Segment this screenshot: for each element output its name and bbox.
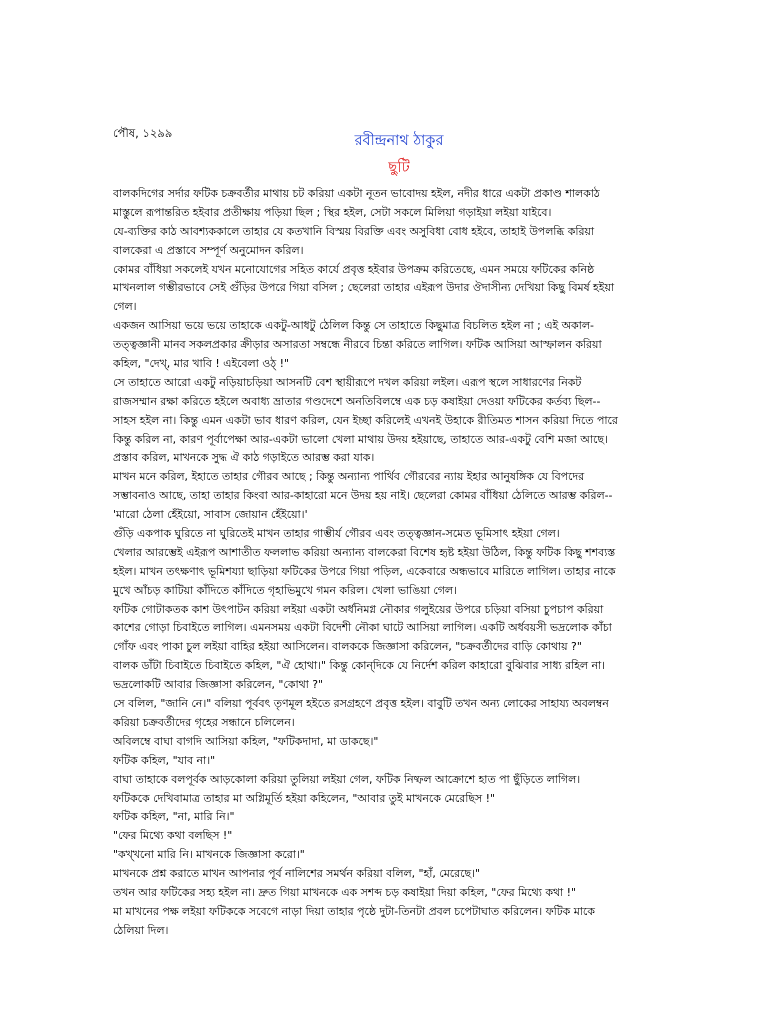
text-line: একজন আসিয়া ভয়ে ভয়ে তাহাকে একটু-আধটু ঠেলিল কিন্তু সে তাহাতে কিছুমাত্র বিচলিত হইল না ; এই অকাল- <box>113 319 594 333</box>
story-title: ছুটি <box>388 158 410 176</box>
story-body <box>113 185 661 941</box>
date-line: পৌষ, ১২৯৯ <box>113 126 173 140</box>
text-line: "ফের মিথ্যে কথা বলছিস !" <box>113 829 233 843</box>
author-name: রবীন্দ্রনাথ ঠাকুর <box>354 133 444 149</box>
text-line: "কখ্‌খনো মারি নি। মাখনকে জিজ্ঞাসা করো।" <box>113 848 305 862</box>
text-line: কহিল, "দেখ্‌, মার খাবি ! এইবেলা ওঠ্‌ !" <box>113 357 289 371</box>
text-line: কাশের গোড়া চিবাইতে লাগিল। এমনসময় একটা বিদেশী নৌকা ঘাটে আসিয়া লাগিল। একটি অর্ধবয়সী ভদ্রলোক কাঁচা <box>113 621 612 635</box>
text-line: ভদ্রলোকটি আবার জিজ্ঞাসা করিলেন, "কোথা ?" <box>113 678 324 692</box>
text-line: মাখনলাল গম্ভীরভাবে সেই গুঁড়ির উপরে গিয়া বসিল ; ছেলেরা তাহার এইরূপ উদার ঔদাসীন্য দেখিয়া কিছু বিমর্ষ হইয়া <box>113 281 615 295</box>
text-line: মা মাখনের পক্ষ লইয়া ফটিককে সবেগে নাড়া দিয়া তাহার পৃষ্ঠে দুটা-তিনটা প্রবল চপেটাঘাত করিলেন। ফটিক মাকে <box>113 904 595 918</box>
text-line: রাজসম্মান রক্ষা করিতে হইলে অবাধ্য ভ্রাতার গণ্ডদেশে অনতিবিলম্বে এক চড় কষাইয়া দেওয়া ফটিকের কর্তব্য ছিল-- <box>113 394 601 408</box>
text-line: খেলার আরম্ভেই এইরূপ আশাতীত ফললাভ করিয়া অন্যান্য বালকেরা বিশেষ হৃষ্ট হইয়া উঠিল, কিন্তু ফটিক কিছু শশব্যস্ত <box>113 545 616 559</box>
text-line: কোমর বাঁধিয়া সকলেই যখন মনোযোগের সহিত কার্যে প্রবৃত্ত হইবার উপক্রম করিতেছে, এমন সময়ে ফটিকের কনিষ্ঠ <box>113 262 595 276</box>
text-line: বালক ডাঁটা চিবাইতে চিবাইতে কহিল, "ঐ হোথা।" কিন্তু কোন্‌দিকে যে নির্দেশ করিল কাহারো বুঝিবার সাধ্য রহিল না। <box>113 659 606 673</box>
text-line: প্রস্তাব করিল, মাখনকে সুদ্ধ ঐ কাঠ গড়াইতে আরম্ভ করা যাক। <box>113 451 375 465</box>
text-line: হইল। মাখন তৎক্ষণাৎ ভূমিশয্যা ছাড়িয়া ফটিকের উপরে গিয়া পড়িল, একেবারে অন্ধভাবে মারিতে লাগিল। তাহার নাকে <box>113 564 616 578</box>
text-line: ফটিক গোটাকতক কাশ উৎপাটন করিয়া লইয়া একটা অর্ধনিমগ্ন নৌকার গলুইয়ের উপরে চড়িয়া বসিয়া চুপচাপ করিয়া <box>113 602 604 616</box>
text-line: তখন আর ফটিকের সহ্য হইল না। দ্রুত গিয়া মাখনকে এক সশব্দ চড় কষাইয়া দিয়া কহিল, "ফের মিথ্যে কথা !" <box>113 885 577 899</box>
text-line: সে বলিল, "জানি নে।" বলিয়া পূর্ববৎ তৃণমূল হইতে রসগ্রহণে প্রবৃত্ত হইল। বাবুটি তখন অন্য লোকের সাহায্য অবলম্বন <box>113 697 609 711</box>
text-line: বাঘা তাহাকে বলপূর্বক আড়কোলা করিয়া তুলিয়া লইয়া গেল, ফটিক নিষ্ফল আক্রোশে হাত পা ছুঁড়িতে লাগিল। <box>113 772 581 786</box>
text-line: গুঁড়ি একপাক ঘুরিতে না ঘুরিতেই মাখন তাহার গাম্ভীর্য গৌরব এবং তত্ত্বজ্ঞান-সমেত ভূমিসাৎ হইয়া গেল। <box>113 527 560 541</box>
text-line: সাহস হইল না। কিন্তু এমন একটা ভাব ধারণ করিল, যেন ইচ্ছা করিলেই এখনই উহাকে রীতিমত শাসন করিয়া দিতে পারে <box>113 413 618 427</box>
text-line: মুখে আঁচড় কাটিয়া কাঁদিতে কাঁদিতে গৃহাভিমুখে গমন করিল। খেলা ভাঙিয়া গেল। <box>113 583 457 597</box>
text-line: মাখনকে প্রশ্ন করাতে মাখন আপনার পূর্ব নালিশের সমর্থন করিয়া বলিল, "হাঁ, মেরেছে।" <box>113 867 481 881</box>
text-line: কিন্তু করিল না, কারণ পূর্বাপেক্ষা আর-একটা ভালো খেলা মাথায় উদয় হইয়াছে, তাহাতে আর-একটু বেশি মজা আছে। <box>113 432 608 446</box>
text-line: মাখন মনে করিল, ইহাতে তাহার গৌরব আছে ; কিন্তু অন্যান্য পার্থিব গৌরবের ন্যায় ইহার আনুষঙ্গিক যে বিপদের <box>113 470 585 484</box>
text-line: ফটিক কহিল, "না, মারি নি।" <box>113 810 235 824</box>
text-line: ঠেলিয়া দিল। <box>113 923 169 937</box>
text-line: গোঁফ এবং পাকা চুল লইয়া বাহির হইয়া আসিলেন। বালককে জিজ্ঞাসা করিলেন, "চক্রবর্তীদের বাড়ি কোথায় ?" <box>113 640 582 654</box>
text-line: সম্ভাবনাও আছে, তাহা তাহার কিংবা আর-কাহারো মনে উদয় হয় নাই। ছেলেরা কোমর বাঁধিয়া ঠেলিতে আরম্ভ করিল-- <box>113 489 613 503</box>
text-line: যে-ব্যক্তির কাঠ আবশ্যককালে তাহার যে কতখানি বিস্ময় বিরক্তি এবং অসুবিধা বোধ হইবে, তাহাই উপলব্ধি করিয়া <box>113 224 595 238</box>
text-line: তত্ত্বজ্ঞানী মানব সকলপ্রকার ক্রীড়ার অসারতা সম্বন্ধে নীরবে চিন্তা করিতে লাগিল। ফটিক আসিয়া আস্ফালন করিয়া <box>113 338 602 352</box>
text-line: সে তাহাতে আরো একটু নড়িয়াচড়িয়া আসনটি বেশ স্থায়ীরূপে দখল করিয়া লইল। এরূপ স্থলে সাধারণের নিকট <box>113 375 582 389</box>
text-line: মাস্তুলে রূপান্তরিত হইবার প্রতীক্ষায় পড়িয়া ছিল ; স্থির হইল, সেটা সকলে মিলিয়া গড়াইয়া লইয়া যাইবে। <box>113 205 552 219</box>
text-line: অবিলম্বে বাঘা বাগদি আসিয়া কহিল, "ফটিকদাদা, মা ডাকছে।" <box>113 734 379 748</box>
text-line: ফটিক কহিল, "যাব না।" <box>113 753 216 767</box>
text-line: গেল। <box>113 300 137 314</box>
text-line: করিয়া চক্রবর্তীদের গৃহের সন্ধানে চলিলেন। <box>113 715 295 729</box>
text-line: 'মারো ঠেলা হেঁইয়ো, সাবাস জোয়ান হেঁইয়ো।' <box>113 508 308 522</box>
text-line: বালকদিগের সর্দার ফটিক চক্রবর্তীর মাথায় চট করিয়া একটা নূতন ভাবোদয় হইল, নদীর ধারে একটা প্রকাণ্ড শালকাঠ <box>113 187 600 200</box>
text-line: ফটিককে দেখিবামাত্র তাহার মা অগ্নিমূর্তি হইয়া কহিলেন, "আবার তুই মাখনকে মেরেছিস !" <box>113 791 495 805</box>
text-line: বালকেরা এ প্রস্তাবে সম্পূর্ণ অনুমোদন করিল। <box>113 243 304 257</box>
